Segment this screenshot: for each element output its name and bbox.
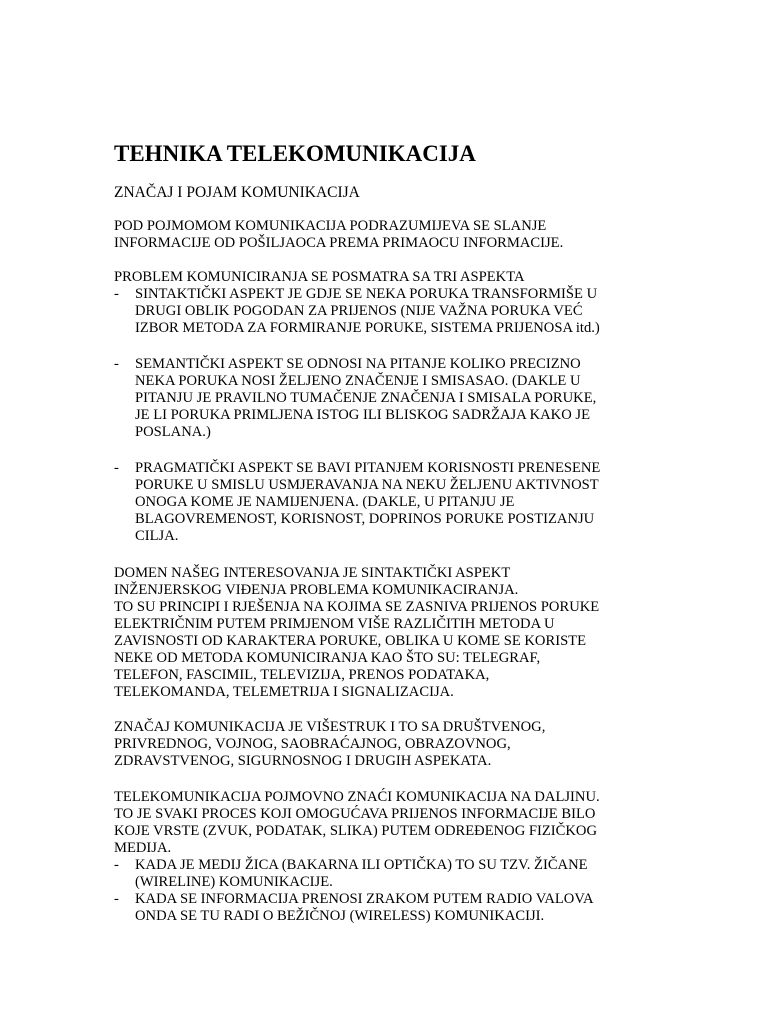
bullet-line: POSLANA.) xyxy=(135,424,211,440)
paragraph-line: KOJE VRSTE (ZVUK, PODATAK, SLIKA) PUTEM ODREĐENOG FIZIČKOG xyxy=(114,823,597,839)
bullet-line: PRAGMATIČKI ASPEKT SE BAVI PITANJEM KORISNOSTI PRENESENE xyxy=(135,460,601,476)
paragraph-line: TELEKOMANDA, TELEMETRIJA I SIGNALIZACIJA. xyxy=(114,684,454,700)
bullet-line: JE LI PORUKA PRIMLJENA ISTOG ILI BLISKOG SADRŽAJA KAKO JE xyxy=(135,407,590,423)
bullet-line: PORUKE U SMISLU USMJERAVANJA NA NEKU ŽELJENU AKTIVNOST xyxy=(135,477,599,493)
bullet-line: NEKA PORUKA NOSI ŽELJENO ZNAČENJE I SMISASAO. (DAKLE U xyxy=(135,373,581,389)
paragraph-line: TO JE SVAKI PROCES KOJI OMOGUĆAVA PRIJENOS INFORMACIJE BILO xyxy=(114,806,596,822)
bullet-line: SINTAKTIČKI ASPEKT JE GDJE SE NEKA PORUKA TRANSFORMIŠE U xyxy=(135,286,598,302)
paragraph-line: INŽENJERSKOG VIĐENJA PROBLEMA KOMUNIKACIRANJA. xyxy=(114,582,519,598)
bullet-line: ONOGA KOME JE NAMIJENJENA. (DAKLE, U PITANJU JE xyxy=(135,494,515,510)
bullet-dash: - xyxy=(114,891,119,907)
bullet-line: KADA SE INFORMACIJA PRENOSI ZRAKOM PUTEM RADIO VALOVA xyxy=(135,891,594,907)
bullet-dash: - xyxy=(114,857,119,873)
paragraph-line: PRIVREDNOG, VOJNOG, SAOBRAĆAJNOG, OBRAZOVNOG, xyxy=(114,736,511,752)
bullet-dash: - xyxy=(114,356,119,372)
bullet-line: CILJA. xyxy=(135,528,179,544)
paragraph-line: ZDRAVSTVENOG, SIGURNOSNOG I DRUGIH ASPEKATA. xyxy=(114,753,492,769)
paragraph-line: TELEFON, FASCIMIL, TELEVIZIJA, PRENOS PODATAKA, xyxy=(114,667,490,683)
document-title: TEHNIKA TELEKOMUNIKACIJA xyxy=(114,141,476,166)
paragraph-line: MEDIJA. xyxy=(114,840,172,856)
bullet-line: PITANJU JE PRAVILNO TUMAČENJE ZNAČENJA I SMISALA PORUKE, xyxy=(135,390,597,406)
bullet-line: IZBOR METODA ZA FORMIRANJE PORUKE, SISTEMA PRIJENOSA itd.) xyxy=(135,320,600,336)
paragraph-line: ZAVISNOSTI OD KARAKTERA PORUKE, OBLIKA U KOME SE KORISTE xyxy=(114,633,587,649)
aspects-intro: PROBLEM KOMUNICIRANJA SE POSMATRA SA TRI ASPEKTA xyxy=(114,269,525,285)
bullet-line: (WIRELINE) KOMUNIKACIJE. xyxy=(135,874,333,890)
paragraph-line: TELEKOMUNIKACIJA POJMOVNO ZNAĆI KOMUNIKACIJA NA DALJINU. xyxy=(114,789,600,805)
bullet-line: KADA JE MEDIJ ŽICA (BAKARNA ILI OPTIČKA) TO SU TZV. ŽIČANE xyxy=(135,857,588,873)
bullet-dash: - xyxy=(114,460,119,476)
bullet-line: ONDA SE TU RADI O BEŽIČNOJ (WIRELESS) KOMUNIKACIJI. xyxy=(135,908,545,924)
section-heading: ZNAČAJ I POJAM KOMUNIKACIJA xyxy=(114,184,360,201)
bullet-line: BLAGOVREMENOST, KORISNOST, DOPRINOS PORUKE POSTIZANJU xyxy=(135,511,595,527)
bullet-line: SEMANTIČKI ASPEKT SE ODNOSI NA PITANJE KOLIKO PRECIZNO xyxy=(135,356,581,372)
paragraph-line: TO SU PRINCIPI I RJEŠENJA NA KOJIMA SE ZASNIVA PRIJENOS PORUKE xyxy=(114,599,600,615)
paragraph-line: ELEKTRIČNIM PUTEM PRIMJENOM VIŠE RAZLIČITIH METODA U xyxy=(114,616,555,632)
paragraph-line: ZNAČAJ KOMUNIKACIJA JE VIŠESTRUK I TO SA DRUŠTVENOG, xyxy=(114,719,546,735)
bullet-dash: - xyxy=(114,286,119,302)
paragraph-line: INFORMACIJE OD POŠILJAOCA PREMA PRIMAOCU INFORMACIJE. xyxy=(114,235,564,251)
bullet-line: DRUGI OBLIK POGODAN ZA PRIJENOS (NIJE VAŽNA PORUKA VEĆ xyxy=(135,303,583,319)
paragraph-line: DOMEN NAŠEG INTERESOVANJA JE SINTAKTIČKI ASPEKT xyxy=(114,565,511,581)
paragraph-line: POD POJMOMOM KOMUNIKACIJA PODRAZUMIJEVA SE SLANJE xyxy=(114,218,547,234)
paragraph-line: NEKE OD METODA KOMUNICIRANJA KAO ŠTO SU: TELEGRAF, xyxy=(114,650,541,666)
